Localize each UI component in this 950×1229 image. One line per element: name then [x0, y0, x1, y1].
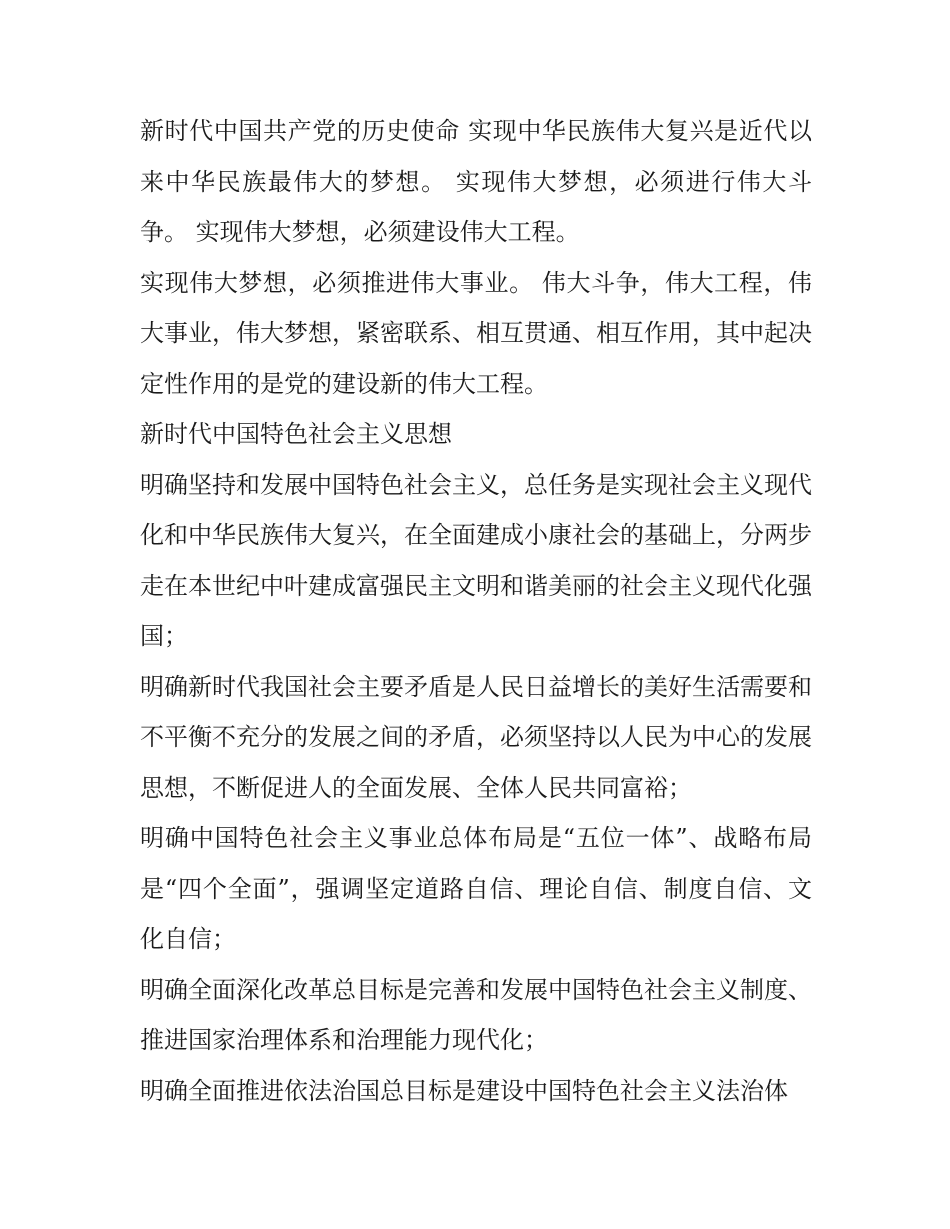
paragraph-rule-of-law: 明确全面推进依法治国总目标是建设中国特色社会主义法治体: [140, 1076, 788, 1105]
paragraph-principal-contradiction: 明确新时代我国社会主要矛盾是人民日益增长的美好生活需要和不平衡不充分的发展之间的矛盾，必须坚持以人民为中心的发展思想，不断促进人的全面发展、全体人民共同富裕；: [140, 672, 812, 802]
section-heading-new-era-thought: 新时代中国特色社会主义思想: [140, 420, 452, 448]
paragraph-overall-task: 明确坚持和发展中国特色社会主义，总任务是实现社会主义现代化和中华民族伟大复兴，在全面建成小康社会的基础上，分两步走在本世纪中叶建成富强民主文明和谐美丽的社会主义现代化强国；: [140, 470, 812, 650]
paragraph-historic-mission: 新时代中国共产党的历史使命 实现中华民族伟大复兴是近代以来中华民族最伟大的梦想。 实现伟大梦想，必须进行伟大斗争。 实现伟大梦想，必须建设伟大工程。: [140, 117, 812, 246]
paragraph-deepening-reform: 明确全面深化改革总目标是完善和发展中国特色社会主义制度、推进国家治理体系和治理能力现代化；: [140, 975, 812, 1054]
paragraph-overall-layout: 明确中国特色社会主义事业总体布局是“五位一体”、战略布局是“四个全面”，强调坚定道路自信、理论自信、制度自信、文化自信；: [140, 824, 812, 953]
document-body: [140, 106, 812, 1116]
paragraph-great-cause: 实现伟大梦想，必须推进伟大事业。 伟大斗争，伟大工程，伟大事业，伟大梦想，紧密联系、相互贯通、相互作用，其中起决定性作用的是党的建设新的伟大工程。: [140, 268, 812, 398]
